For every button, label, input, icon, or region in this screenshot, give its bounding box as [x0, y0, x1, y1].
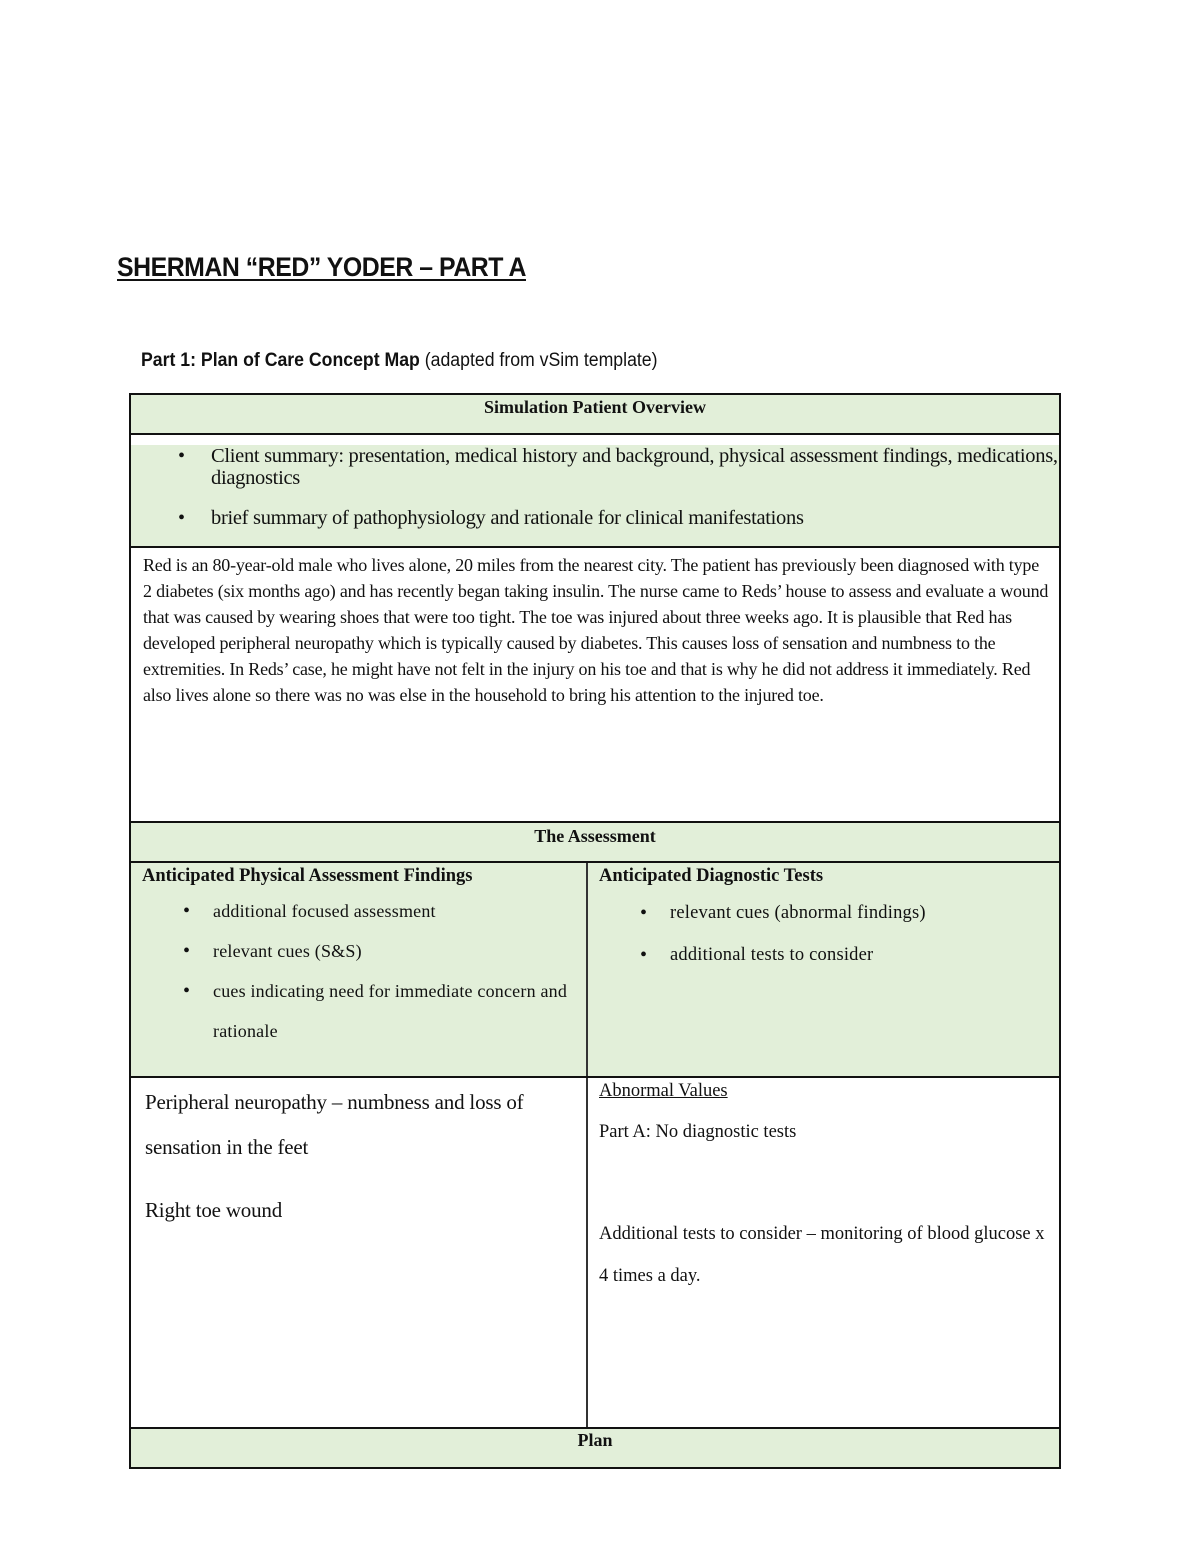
overview-header: Simulation Patient Overview: [131, 395, 1059, 435]
finding-neuropathy: Peripheral neuropathy – numbness and loss of sensation in the feet: [145, 1090, 524, 1159]
part-heading-bold: Part 1: Plan of Care Concept Map: [141, 350, 420, 371]
assessment-header: The Assessment: [131, 823, 1059, 863]
overview-guide-item: • Client summary: presentation, medical history and background, physical assessment findings, medications, diagnostics: [211, 445, 1059, 489]
overview-guide: [131, 445, 1059, 548]
overview-body[interactable]: Red is an 80-year-old male who lives alone, 20 miles from the nearest city. The patient has previously been diagnosed with type 2 diabetes (six months ago) and has recently began taking insulin. The nurse came to Reds’ house to assess and evaluate a wound that was caused by wearing shoes that were too tight. The toe was injured about three weeks ago. It is plausible that Red has developed peripheral neuropathy which is typically caused by diabetes. This causes loss of sensation and numbness to the extremities. In Reds’ case, he might have not felt in the injury on his toe and that is why he did not address it immediately. Red also lives alone so there was no was else in the household to bring his attention to the injured toe.: [131, 548, 1059, 823]
concept-map-table: [129, 393, 1061, 1469]
plan-header: Plan: [131, 1429, 1059, 1467]
physical-findings-prompt: [131, 863, 588, 1076]
finding-toe-wound: Right toe wound: [145, 1198, 282, 1222]
part-heading-note: (adapted from vSim template): [419, 350, 658, 371]
physical-findings-item: • relevant cues (S&S): [213, 931, 586, 971]
diagnostic-tests-header: Anticipated Diagnostic Tests: [599, 866, 824, 886]
physical-findings-item: • additional focused assessment: [213, 891, 586, 931]
abnormal-values-heading: Abnormal Values: [599, 1081, 728, 1101]
assessment-responses-row: [131, 1078, 1059, 1429]
document-title: SHERMAN “RED” YODER – PART A: [117, 252, 526, 282]
additional-tests: Additional tests to consider – monitoring of blood glucose x 4 times a day.: [599, 1224, 1045, 1286]
physical-findings-header: Anticipated Physical Assessment Findings: [142, 866, 473, 886]
part-a-diagnostics: Part A: No diagnostic tests: [599, 1122, 797, 1142]
diagnostic-tests-item: • relevant cues (abnormal findings): [670, 892, 1059, 934]
assessment-prompts-row: [131, 863, 1059, 1078]
part-heading: [141, 350, 658, 372]
diagnostic-tests-list: [588, 892, 1059, 976]
diagnostic-tests-response[interactable]: [588, 1078, 1059, 1427]
overview-guide-list: [131, 445, 1059, 529]
diagnostic-tests-prompt: [588, 863, 1059, 1076]
physical-findings-response[interactable]: [131, 1078, 588, 1427]
diagnostic-tests-item: • additional tests to consider: [670, 934, 1059, 976]
overview-guide-item: • brief summary of pathophysiology and rationale for clinical manifestations: [211, 507, 1059, 529]
physical-findings-item: • cues indicating need for immediate concern and rationale: [213, 971, 586, 1051]
physical-findings-list: [131, 891, 586, 1051]
